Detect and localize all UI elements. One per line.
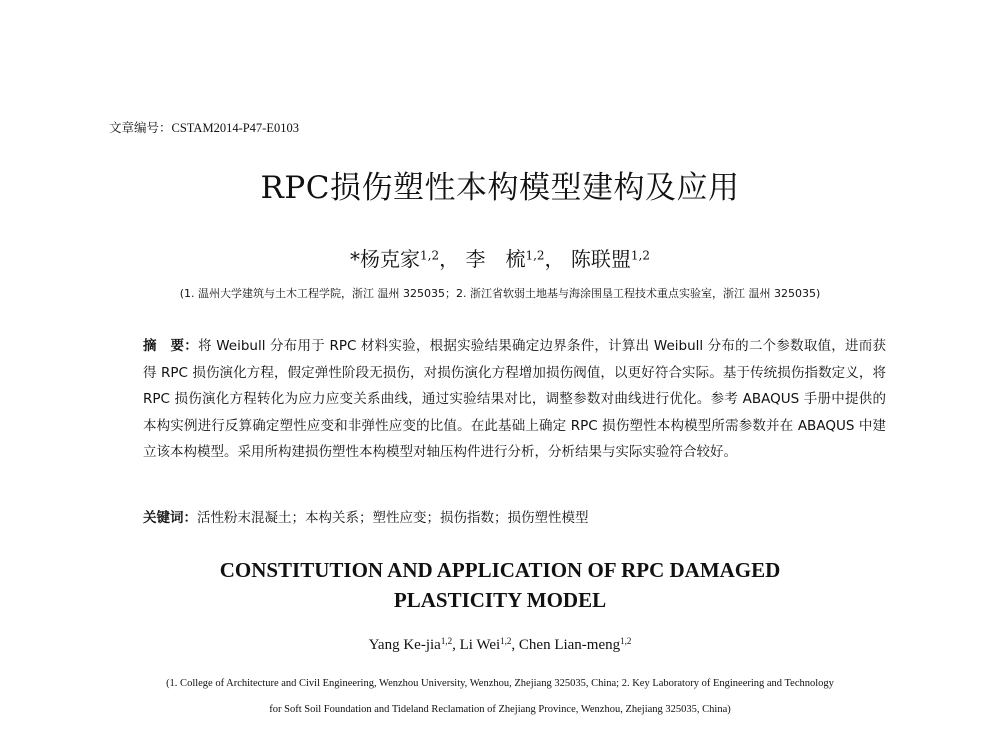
author-name: 李 梳 xyxy=(465,247,526,271)
english-affiliation-line: (1. College of Architecture and Civil Engineering, Wenzhou University, Wenzhou, Zhejiang 325035, China; 2. Key Laboratory of Engineering and Technology xyxy=(166,678,834,689)
author-separator: ， xyxy=(544,247,565,271)
abstract xyxy=(143,333,886,466)
chinese-affiliation: (1. 温州大学建筑与土木工程学院，浙江 温州 325035；2. 浙江省软弱土地基与海涂围垦工程技术重点实验室，浙江 温州 325035) xyxy=(179,287,821,300)
english-title-line: PLASTICITY MODEL xyxy=(393,588,607,612)
english-affiliation-line: for Soft Soil Foundation and Tideland Reclamation of Zhejiang Province, Wenzhou, Zhejiang 325035, China) xyxy=(269,704,731,715)
author-affiliation-mark: 1,2 xyxy=(630,248,650,263)
abstract-text: 将 Weibull 分布用于 RPC 材料实验，根据实验结果确定边界条件，计算出 Weibull 分布的二个参数取值，进而获得 RPC 损伤演化方程，假定弹性阶段无损伤，对损伤演化方程增加损伤阀值，以更好符合实际。基于传统损伤指数定义，将 RPC 损伤演化方程转化为应力应变关系曲线，通过实验结果对比，调整参数对曲线进行优化。参考 ABAQUS 手册中提供的本构实例进行反算确定塑性应变和非弹性应变的比值。在此基础上确定 RPC 损伤塑性本构模型所需参数并在 ABAQUS 中建立该本构模型。采用所构建损伤塑性本构模型对轴压构件进行分析，分析结果与实际实验符合较好。 xyxy=(143,338,886,460)
chinese-authors xyxy=(0,243,1000,272)
article-id: 文章编号：CSTAM2014-P47-E0103 xyxy=(109,121,299,135)
english-affiliation xyxy=(0,671,1000,723)
author-name: 陈联盟 xyxy=(570,247,631,271)
author-separator: , xyxy=(452,637,460,653)
english-authors xyxy=(0,637,1000,654)
abstract-label: 摘 要： xyxy=(143,338,198,354)
author-name: *杨克家 xyxy=(350,247,420,271)
author-name: Chen Lian-meng xyxy=(518,637,621,653)
author-separator: ， xyxy=(439,247,460,271)
keywords xyxy=(143,508,886,528)
author-affiliation-mark: 1,2 xyxy=(420,248,440,263)
english-title-line: CONSTITUTION AND APPLICATION OF RPC DAMAGED xyxy=(219,558,781,582)
chinese-title: RPC损伤塑性本构模型建构及应用 xyxy=(260,170,740,206)
author-affiliation-mark: 1,2 xyxy=(440,636,453,647)
english-title xyxy=(0,555,1000,615)
author-separator: , xyxy=(511,637,519,653)
author-affiliation-mark: 1,2 xyxy=(500,636,512,647)
keywords-text: 活性粉末混凝土；本构关系；塑性应变；损伤指数；损伤塑性模型 xyxy=(197,510,589,526)
author-name: Li Wei xyxy=(459,637,501,653)
author-name: Yang Ke-jia xyxy=(368,637,441,653)
author-affiliation-mark: 1,2 xyxy=(620,636,632,647)
keywords-label: 关键词： xyxy=(143,510,197,526)
author-affiliation-mark: 1,2 xyxy=(525,248,545,263)
